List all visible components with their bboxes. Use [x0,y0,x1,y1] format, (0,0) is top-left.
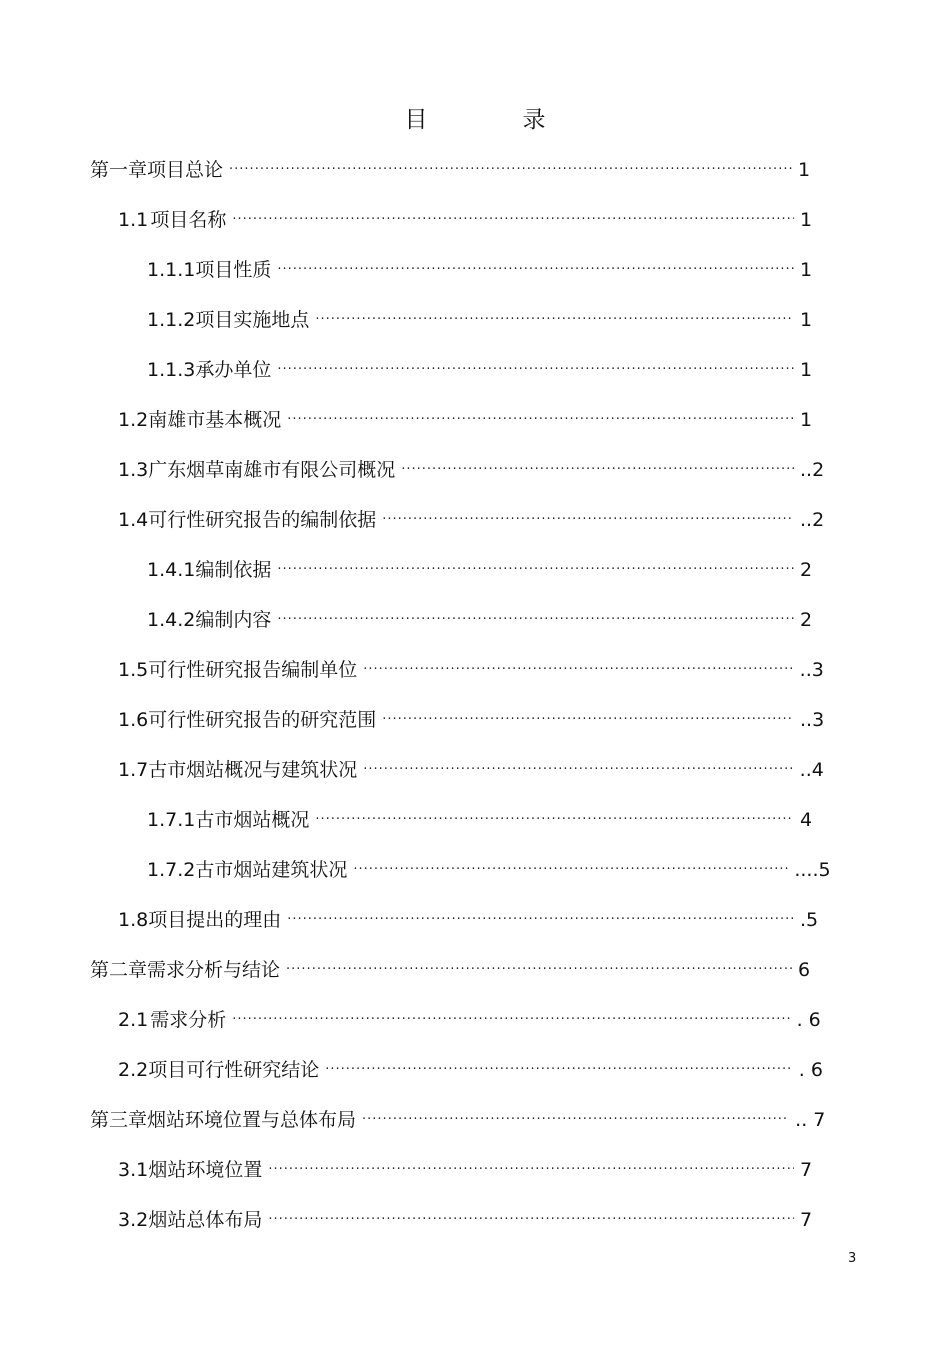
dot-leader [287,905,794,935]
toc-entry-page: 1 [800,209,813,231]
toc-entry[interactable] [90,1105,826,1135]
toc-entry-label: 可行性研究报告的研究范围 [148,709,377,731]
toc-entry[interactable] [118,505,825,535]
toc-entry-label: 项目总论 [147,159,224,181]
toc-entry-number: 1.1.2 [147,309,196,331]
toc-entry[interactable] [147,255,813,285]
toc-entry-page: 1 [800,309,813,331]
toc-entry-label: 需求分析 [150,1009,227,1031]
dot-leader [287,405,794,435]
dot-leader [232,1005,790,1035]
toc-entry-page: . 6 [796,1009,821,1031]
page-number: 3 [848,1251,857,1266]
toc-entry-page: 2 [800,559,813,581]
toc-entry-label: 可行性研究报告的编制依据 [148,509,377,531]
toc-entry-page: ..2 [800,459,825,481]
toc-entry-number: 2.2 [118,1059,149,1081]
toc-entry-label: 承办单位 [195,359,272,381]
toc-entry-page: 1 [800,259,813,281]
toc-entry-number: 1.8 [118,909,149,931]
toc-entry-page: 4 [800,809,813,831]
toc-entry-number: 1.4 [118,509,149,531]
toc-entry-label: 项目可行性研究结论 [148,1059,320,1081]
toc-entry-page: 1 [800,409,813,431]
toc-entry-number: 第二章 [90,959,148,981]
toc-entry[interactable] [147,605,813,635]
toc-entry-number: 1.5 [118,659,149,681]
dot-leader [401,455,794,485]
toc-entry-label: 项目提出的理由 [148,909,282,931]
toc-entry-label: 古市烟站概况与建筑状况 [148,759,358,781]
toc-entry-page: ....5 [794,859,831,881]
toc-entry[interactable] [147,855,831,885]
dot-leader [315,805,794,835]
toc-entry-number: 2.1 [118,1009,149,1031]
toc-entry-page: 7 [800,1159,813,1181]
toc-entry-page: ..3 [800,709,825,731]
toc-title: 目 录 [404,107,582,133]
toc-entry-label: 烟站环境位置与总体布局 [147,1109,357,1131]
toc-entry-label: 项目实施地点 [195,309,310,331]
toc-entry-page: 6 [798,959,811,981]
toc-entry-label: 项目性质 [195,259,272,281]
toc-entry-number: 1.2 [118,409,149,431]
toc-entry-label: 项目名称 [150,209,227,231]
toc-entry-page: 2 [800,609,813,631]
toc-entry-number: 1.7.2 [147,859,196,881]
toc-entry-page: . 6 [798,1059,823,1081]
toc-entry-page: .. 7 [795,1109,826,1131]
dot-leader [286,955,792,985]
dot-leader [277,605,794,635]
toc-entry-label: 编制内容 [195,609,272,631]
dot-leader [382,505,794,535]
dot-leader [363,755,793,785]
dot-leader [232,205,794,235]
toc-entry[interactable] [118,1055,823,1085]
dot-leader [277,355,794,385]
toc-entry-page: 7 [800,1209,813,1231]
toc-entry[interactable] [90,155,811,185]
dot-leader [277,555,794,585]
toc-entry-number: 第一章 [90,159,148,181]
dot-leader [353,855,788,885]
dot-leader [268,1155,794,1185]
toc-entry[interactable] [118,455,825,485]
dot-leader [277,255,794,285]
toc-entry-number: 第三章 [90,1109,148,1131]
toc-entry[interactable] [118,1205,813,1235]
toc-entry-number: 1.7.1 [147,809,196,831]
toc-entry[interactable] [118,755,824,785]
toc-entry-number: 3.1 [118,1159,149,1181]
toc-entry[interactable] [147,305,813,335]
toc-entry[interactable] [118,905,819,935]
toc-entry-label: 南雄市基本概况 [148,409,282,431]
toc-entry-page: ..2 [800,509,825,531]
toc-entry-page: 1 [800,359,813,381]
toc-entry-label: 广东烟草南雄市有限公司概况 [148,459,396,481]
toc-entry-number: 1.7 [118,759,149,781]
dot-leader [382,705,794,735]
dot-leader [229,155,792,185]
toc-entry-label: 烟站环境位置 [148,1159,263,1181]
toc-entry-label: 可行性研究报告编制单位 [148,659,358,681]
toc-entry-label: 古市烟站概况 [195,809,310,831]
toc-entry-number: 3.2 [118,1209,149,1231]
toc-entry[interactable] [90,955,811,985]
dot-leader [325,1055,793,1085]
toc-entry-label: 编制依据 [195,559,272,581]
toc-entry[interactable] [118,1005,821,1035]
toc-entry[interactable] [147,555,813,585]
toc-entry-number: 1.4.1 [147,559,196,581]
toc-entry[interactable] [118,705,825,735]
toc-entry-page: .5 [800,909,819,931]
toc-entry-number: 1.1.1 [147,259,196,281]
toc-entry[interactable] [147,805,813,835]
toc-entry-page: ..3 [799,659,824,681]
dot-leader [362,1105,789,1135]
toc-entry-label: 需求分析与结论 [147,959,281,981]
dot-leader [315,305,794,335]
toc-entry-number: 1.1.3 [147,359,196,381]
dot-leader [268,1205,794,1235]
toc-entry-number: 1.4.2 [147,609,196,631]
toc-entry[interactable] [147,355,813,385]
toc-entry-page: ..4 [799,759,824,781]
toc-entry-number: 1.6 [118,709,149,731]
toc-entry[interactable] [118,405,813,435]
toc-entry[interactable] [118,1155,813,1185]
toc-entry[interactable] [118,655,824,685]
toc-entry-page: 1 [798,159,811,181]
toc-entry-number: 1.3 [118,459,149,481]
dot-leader [363,655,793,685]
toc-entry-number: 1.1 [118,209,149,231]
toc-entry-label: 烟站总体布局 [148,1209,263,1231]
toc-entry-label: 古市烟站建筑状况 [195,859,348,881]
toc-entry[interactable] [118,205,813,235]
